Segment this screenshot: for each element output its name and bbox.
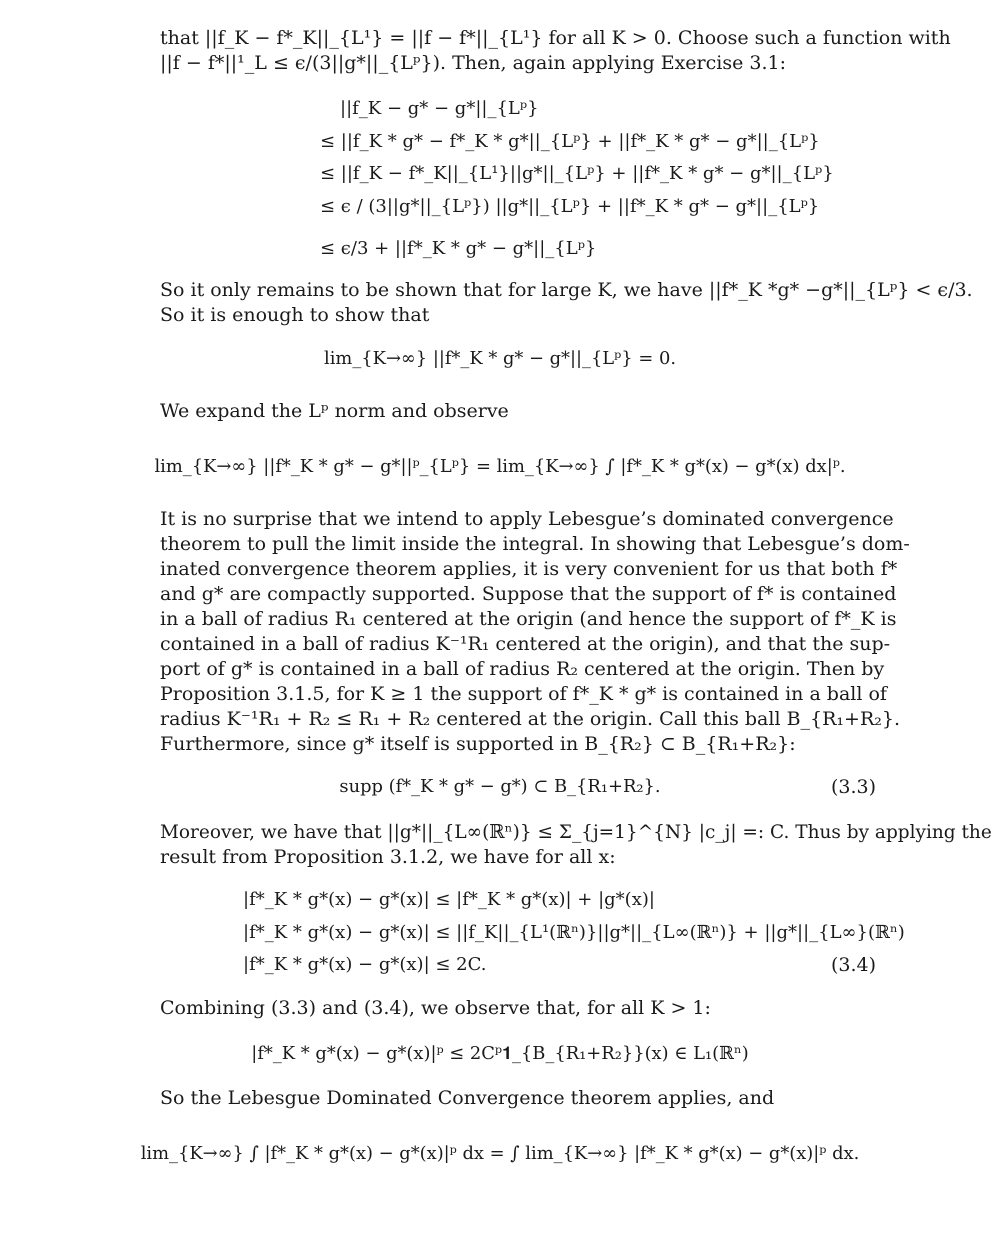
text-line: port of g* is contained in a ball of radius R₂ centered at the origin. Then by — [160, 658, 885, 680]
equation-line: ≤ ||f_K − f*_K||_{L¹}||g*||_{Lᵖ} + ||f*_K * g* − g*||_{Lᵖ} — [320, 163, 834, 184]
text-line: So it is enough to show that — [160, 304, 430, 326]
text-line: So the Lebesgue Dominated Convergence theorem applies, and — [160, 1087, 775, 1109]
text-line: in a ball of radius R₁ centered at the origin (and hence the support of f*_K is — [160, 608, 897, 630]
text-line: theorem to pull the limit inside the integral. In showing that Lebesgue’s dom- — [160, 533, 910, 555]
text-line: ||f − f*||¹_L ≤ ϵ/(3||g*||_{Lᵖ}). Then, again applying Exercise 3.1: — [160, 52, 786, 74]
equation-line: ||f_K − g* − g*||_{Lᵖ} — [340, 98, 539, 119]
text-line: Proposition 3.1.5, for K ≥ 1 the support of f*_K * g* is contained in a ball of — [160, 683, 887, 705]
text-line: We expand the Lᵖ norm and observe — [160, 400, 509, 422]
display-equation: supp (f*_K * g* − g*) ⊂ B_{R₁+R₂}. — [339, 776, 661, 797]
text-line: radius K⁻¹R₁ + R₂ ≤ R₁ + R₂ centered at the origin. Call this ball B_{R₁+R₂}. — [160, 708, 901, 730]
text-line: Furthermore, since g* itself is supported in B_{R₂} ⊂ B_{R₁+R₂}: — [160, 733, 796, 755]
text-line: that ||f_K − f*_K||_{L¹} = ||f − f*||_{L¹} for all K > 0. Choose such a function with — [160, 27, 951, 49]
display-equation: lim_{K→∞} ∫ |f*_K * g*(x) − g*(x)|ᵖ dx = ∫ lim_{K→∞} |f*_K * g*(x) − g*(x)|ᵖ dx. — [140, 1143, 860, 1164]
text-line: contained in a ball of radius K⁻¹R₁ centered at the origin), and that the sup- — [160, 633, 891, 655]
equation-number: (3.4) — [830, 954, 876, 976]
equation-line: ≤ ||f_K * g* − f*_K * g*||_{Lᵖ} + ||f*_K * g* − g*||_{Lᵖ} — [320, 131, 820, 152]
equation-line: ≤ ϵ/3 + ||f*_K * g* − g*||_{Lᵖ} — [320, 238, 597, 259]
text-line: inated convergence theorem applies, it is very convenient for us that both f* — [160, 558, 898, 580]
equation-line: |f*_K * g*(x) − g*(x)| ≤ ||f_K||_{L¹(ℝⁿ)}||g*||_{L∞(ℝⁿ)} + ||g*||_{L∞}(ℝⁿ) — [243, 922, 905, 943]
text-line: So it only remains to be shown that for large K, we have ||f*_K *g* −g*||_{Lᵖ} < ϵ/3. — [160, 279, 973, 301]
display-equation: |f*_K * g*(x) − g*(x)|ᵖ ≤ 2Cᵖ𝟏_{B_{R₁+R₂}}(x) ∈ L₁(ℝⁿ) — [251, 1043, 749, 1064]
equation-line: |f*_K * g*(x) − g*(x)| ≤ |f*_K * g*(x)| + |g*(x)| — [243, 889, 655, 910]
equation-number: (3.3) — [830, 776, 876, 798]
display-equation: lim_{K→∞} ||f*_K * g* − g*||ᵖ_{Lᵖ} = lim_{K→∞} ∫ |f*_K * g*(x) − g*(x) dx|ᵖ. — [154, 456, 846, 477]
text-line: Combining (3.3) and (3.4), we observe that, for all K > 1: — [160, 997, 711, 1019]
display-equation: lim_{K→∞} ||f*_K * g* − g*||_{Lᵖ} = 0. — [323, 348, 677, 369]
text-line: Moreover, we have that ||g*||_{L∞(ℝⁿ)} ≤ Σ_{j=1}^{N} |c_j| =: C. Thus by applying the — [160, 821, 992, 843]
equation-line: |f*_K * g*(x) − g*(x)| ≤ 2C. — [243, 954, 487, 975]
text-line: It is no surprise that we intend to apply Lebesgue’s dominated convergence — [160, 508, 894, 530]
text-line: result from Proposition 3.1.2, we have for all x: — [160, 846, 616, 868]
equation-line: ≤ ϵ / (3||g*||_{Lᵖ}) ||g*||_{Lᵖ} + ||f*_K * g* − g*||_{Lᵖ} — [320, 196, 820, 217]
text-line: and g* are compactly supported. Suppose that the support of f* is contained — [160, 583, 897, 605]
